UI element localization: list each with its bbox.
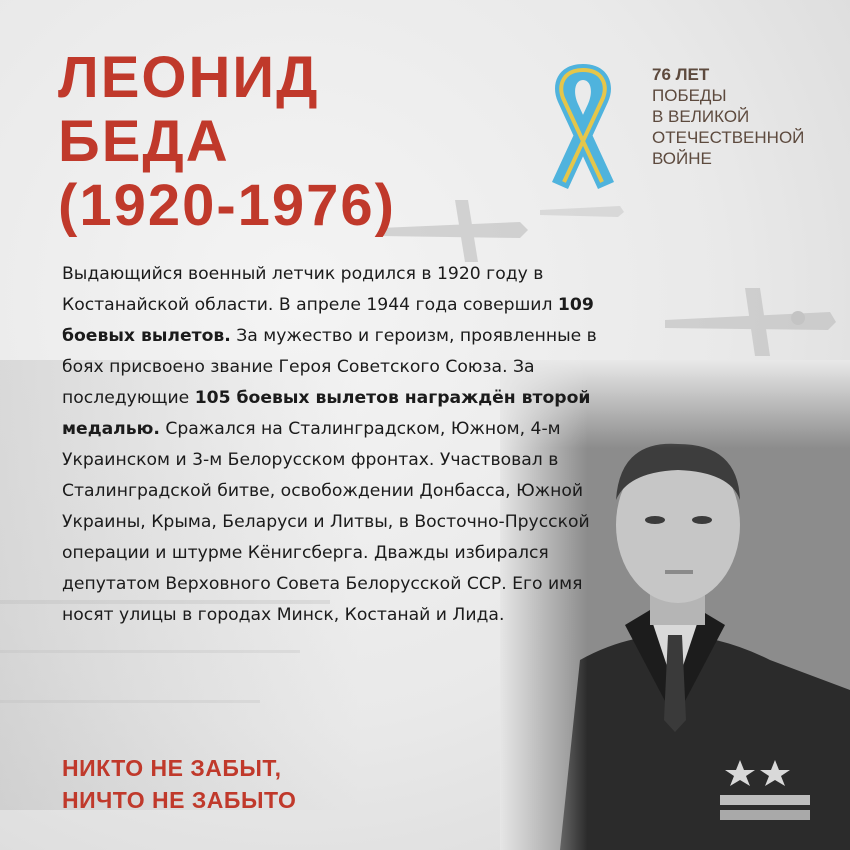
awareness-ribbon-icon xyxy=(528,54,638,194)
anniversary-line-5: ВОЙНЕ xyxy=(652,149,712,168)
bio-part-1: Выдающийся военный летчик родился в 1920 году в Костанайской области. В апреле 1944 года совершил xyxy=(62,264,558,315)
bio-highlight-1: 109 боевых вылетов. xyxy=(62,295,594,346)
motto xyxy=(62,752,296,816)
anniversary-years: 76 ЛЕТ xyxy=(652,65,710,84)
motto-line-2: НИЧТО НЕ ЗАБЫТО xyxy=(62,787,297,813)
anniversary-line-3: В ВЕЛИКОЙ xyxy=(652,107,750,126)
last-name: БЕДА xyxy=(58,109,230,174)
anniversary-text xyxy=(652,64,804,169)
bio-highlight-2: 105 боевых вылетов награждён второй медалью. xyxy=(62,388,591,439)
bio-part-2: За мужество и героизм, проявленные в боях присвоено звание Героя Советского Союза. За последующие xyxy=(62,326,597,408)
anniversary-line-2: ПОБЕДЫ xyxy=(652,86,727,105)
bio-part-3: Сражался на Сталинградском, Южном, 4-м Украинском и 3-м Белорусском фронтах. Участвовал в Сталинградской битве, освобождении Донбасса, Южной Украины, Крыма, Беларуси и Литвы, в Восточно-Прусской операции и штурме Кёнигсберга. Дважды избирался депутатом Верховного Совета Белорусской ССР. Его имя носят улицы в городах Минск, Костанай и Лида. xyxy=(62,419,590,625)
life-years: (1920-1976) xyxy=(58,173,396,238)
motto-line-1: НИКТО НЕ ЗАБЫТ, xyxy=(62,755,282,781)
biography-text xyxy=(62,259,622,631)
first-name: ЛЕОНИД xyxy=(58,45,320,110)
hero-name-title xyxy=(58,46,396,238)
anniversary-line-4: ОТЕЧЕСТВЕННОЙ xyxy=(652,128,805,147)
